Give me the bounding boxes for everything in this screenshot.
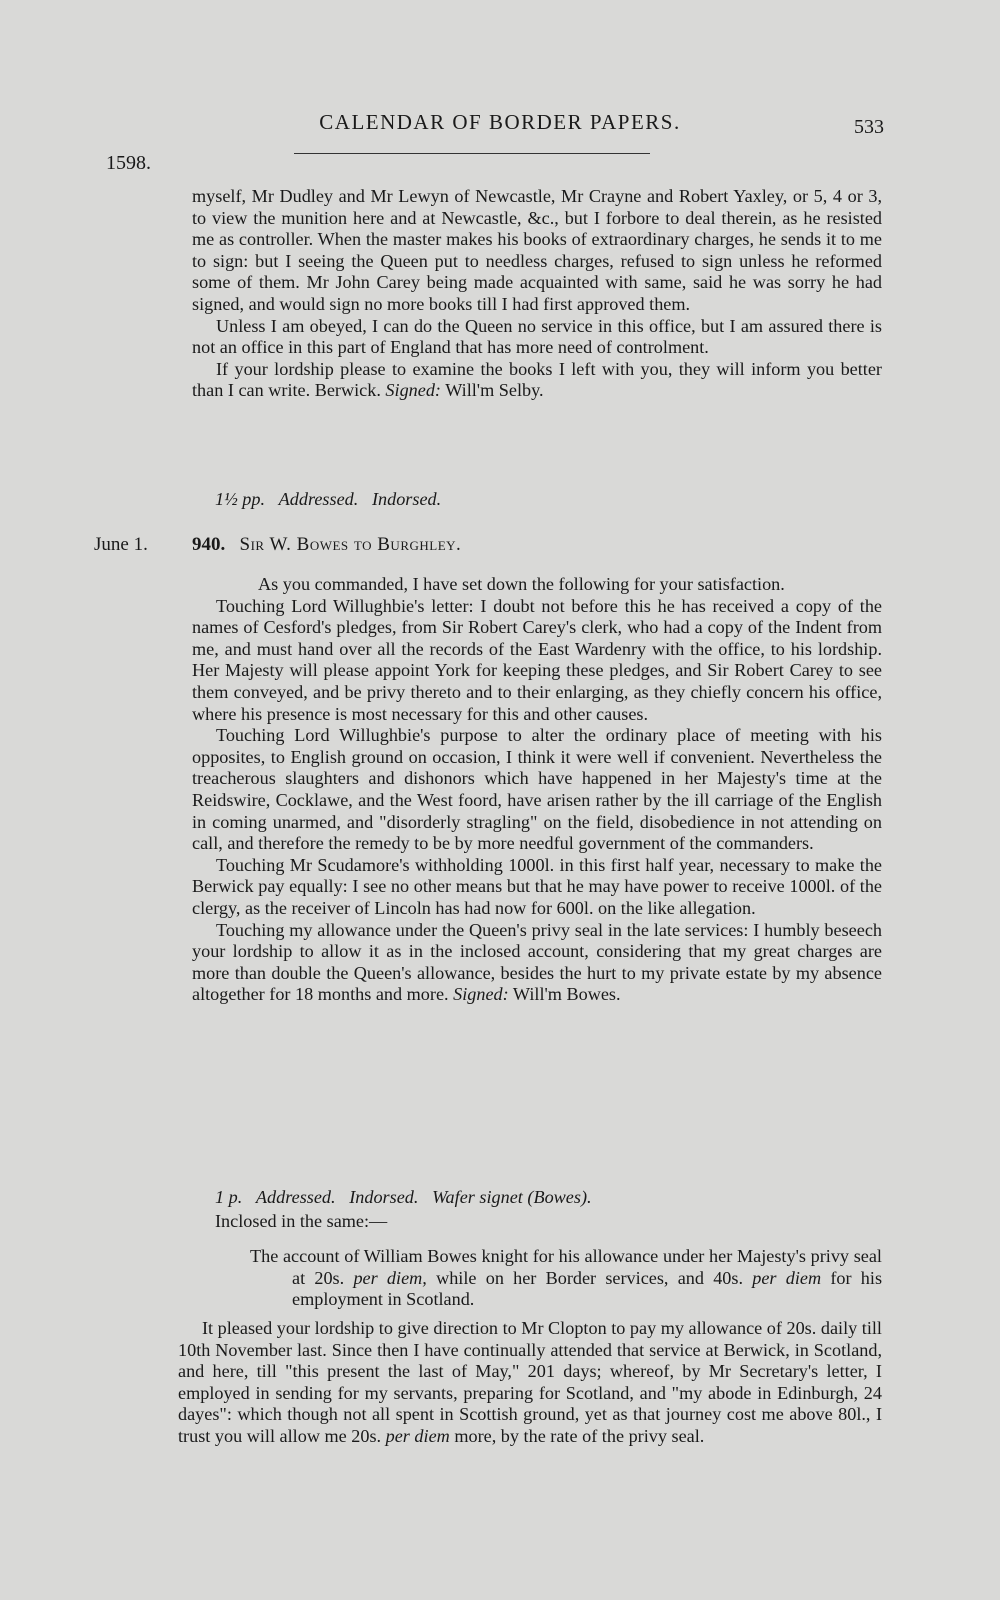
entry-title: Sir W. Bowes to Burghley. (239, 534, 462, 555)
signatory: Will'm Selby. (445, 380, 544, 401)
enclosure-heading (250, 1246, 882, 1311)
paragraph-text: more, by the rate of the privy seal. (454, 1425, 705, 1446)
paragraph-text: Touching my allowance under the Queen's privy seal in the late services: I humbly beseech your lordship to allow it as in the inclosed account, considering that my great charges are more than double the Queen's allowance, besides the hurt to my private estate by my absence altogether for 18 months and more. (192, 919, 882, 1005)
paragraph-text: It pleased your lordship to give direction to Mr Clopton to pay my allowance of 20s. daily till 10th November last. Since then I have continually attended that service at Berwick, in Scotland, and here, till "this present the last of May," 201 days; whereof, by Mr Secretary's letter, I employed in sending for my servants, preparing for Scotland, and "my abode in Edinburgh, 24 dayes": which though not all spent in Scottish ground, yet as that journey cost me above 80l., I trust you will allow me 20s. (178, 1318, 882, 1446)
paragraph: Unless I am obeyed, I can do the Queen no service in this office, but I am assured there is not an office in this part of England that has more need of controlment. (192, 315, 882, 358)
section-continuation (192, 186, 882, 402)
margin-year: 1598. (106, 152, 151, 174)
signet-owner: (Bowes). (527, 1187, 592, 1207)
paragraph: Touching Lord Willughbie's letter: I doubt not before this he has received a copy of the names of Cesford's pledges, from Sir Robert Carey's clerk, who had a copy of the Indent from me, and must hand over all the records of the East Wardenry with the office, to his lordship. Her Majesty will please appoint York for keeping these pledges, and Sir Robert Carey to see them conveyed, and be privy thereto and to their enlarging, as they chiefly concern his office, where his presence is most necessary for this and other causes. (192, 595, 882, 724)
paragraph: Touching Mr Scudamore's withholding 1000l. in this first half year, necessary to make the Berwick pay equally: I see no other means but that he may have power to receive 1000l. of the clergy, as the receiver of Lincoln has had now for 600l. on the like allegation. (192, 854, 882, 918)
letter-body (192, 574, 882, 1006)
indorsed-note: Indorsed. (349, 1187, 419, 1207)
page-count: 1½ pp. (215, 489, 266, 509)
enclosure-title (250, 1246, 882, 1311)
document-description (215, 1186, 592, 1208)
paragraph (192, 920, 882, 1006)
signatory: Will'm Bowes. (512, 984, 621, 1005)
paragraph: myself, Mr Dudley and Mr Lewyn of Newcastle, Mr Crayne and Robert Yaxley, or 5, 4 or 3, to view the munition here and at Newcastle, &c., but I forbore to deal therein, as he resisted me as controller. When the master makes his books of extraordinary charges, he sends it to me to sign: but I seeing the Queen put to needless charges, refused to sign unless he reformed some of them. Mr John Carey being made acquainted with same, said he was sorry he had signed, and would sign no more books till I had first approved them. (192, 186, 882, 314)
paragraph (178, 1318, 882, 1448)
enclosure-title-text: while on her Border services, and 40s. (436, 1267, 744, 1288)
signed-label: Signed: (385, 380, 441, 401)
page-number: 533 (854, 116, 884, 138)
running-head: CALENDAR OF BORDER PAPERS. (319, 110, 681, 134)
paragraph: Touching Lord Willughbie's purpose to alter the ordinary place of meeting with his opposites, to English ground on occasion, I think it were well if convenient. Nevertheless the treacherous slaughters and dishonors which have happened in her Majesty's time at the Reidswire, Cocklawe, and the West foord, have arisen rather by the ill carriage of the English in coming unarmed, and "disorderly stragling" on the field, disobedience in not attending on call, and therefore the remedy to be by more needful government of the commanders. (192, 725, 882, 854)
entry-date: June 1. (94, 534, 148, 555)
paragraph (192, 359, 882, 402)
latin-term: per diem (385, 1425, 450, 1446)
inclosure-note: Inclosed in the same:— (215, 1211, 388, 1231)
wafer-signet-note: Wafer signet (432, 1187, 523, 1207)
entry-number: 940. (192, 534, 226, 555)
enclosure-title-text: for his employment in Scotland. (292, 1267, 883, 1310)
addressed-note: Addressed. (255, 1187, 336, 1207)
paragraph: As you commanded, I have set down the following for your satisfaction. (258, 574, 785, 594)
addressed-note: Addressed. (278, 489, 359, 509)
enclosure-title-text: The account of William Bowes knight for his allowance under her Majesty's privy seal at 20s. (250, 1246, 882, 1288)
entry-heading (192, 534, 461, 556)
paragraph-text: If your lordship please to examine the books I left with you, they will inform you better than I can write. Berwick. (192, 358, 882, 401)
latin-term: per diem (752, 1267, 822, 1288)
indorsed-note: Indorsed. (371, 489, 442, 509)
signed-label: Signed: (453, 984, 509, 1005)
enclosure-body (178, 1318, 882, 1448)
document-description (215, 488, 441, 510)
latin-term: per diem, (353, 1267, 427, 1288)
header-rule (294, 153, 650, 154)
page-count: 1 p. (215, 1187, 243, 1207)
